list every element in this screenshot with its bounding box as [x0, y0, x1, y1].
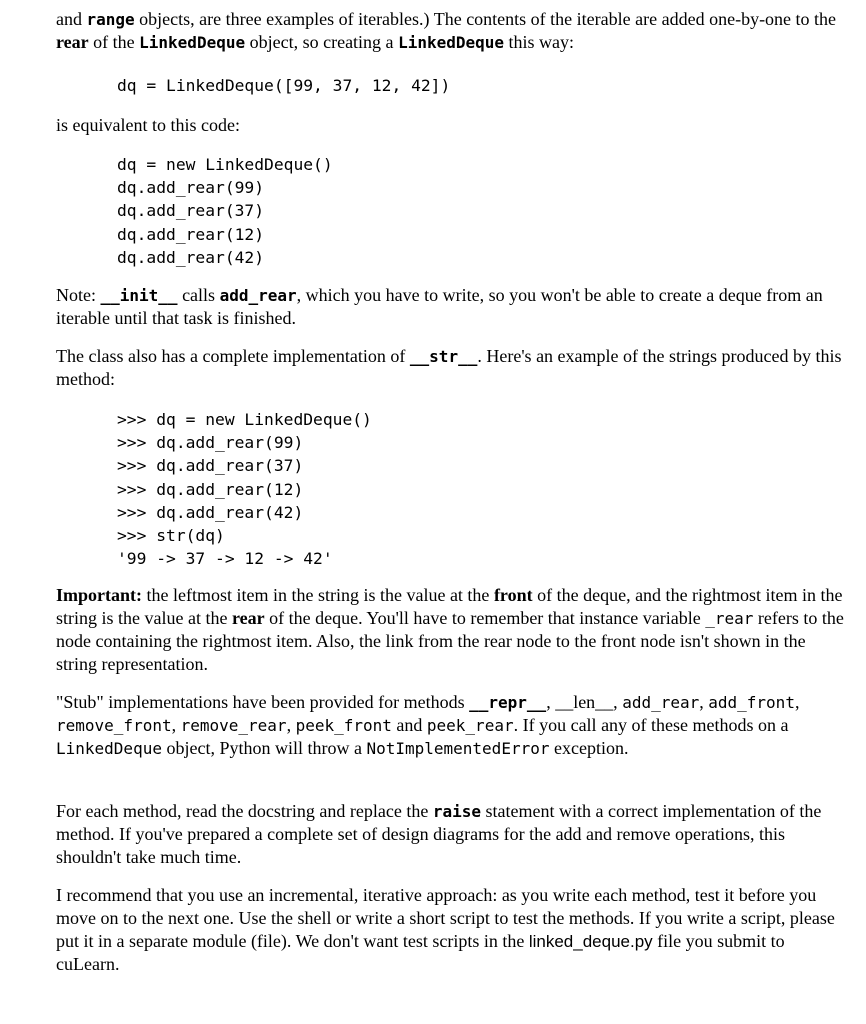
note-text-2: calls: [177, 285, 220, 305]
intro-text-2: objects, are three examples of iterables.) The contents of the iterable are added one-by-one to the: [134, 9, 837, 29]
intro-text-5: this way:: [504, 32, 575, 52]
recommend-text-2: file you submit to cuLearn.: [56, 931, 785, 974]
not-implemented-error-ref: NotImplementedError: [366, 739, 550, 758]
intro-paragraph: [56, 8, 846, 54]
code-line: >>> dq.add_rear(12): [117, 479, 304, 499]
linkeddeque-class-ref: LinkedDeque: [139, 33, 246, 52]
intro-text-1: and: [56, 9, 87, 29]
linkeddeque-class-ref-2: LinkedDeque: [398, 33, 505, 52]
linkeddeque-class-ref: LinkedDeque: [56, 739, 162, 758]
stub-text-5: exception.: [549, 738, 629, 758]
note-paragraph: [56, 284, 846, 330]
range-keyword: range: [86, 10, 135, 29]
stub-text-4: object, Python will throw a: [161, 738, 367, 758]
str-paragraph: [56, 345, 846, 391]
recommend-text-1: I recommend that you use an incremental, iterative approach: as you write each method, test it before you move on to the next one. Use the shell or write a short script to test the methods. If you write a script, please put it in a separate module (file). We don't want test scripts in the: [56, 885, 835, 951]
comma: ,: [794, 692, 800, 712]
code-line: >>> dq.add_rear(42): [117, 502, 304, 522]
linked-deque-file-ref: linked_deque.py: [528, 932, 653, 951]
raise-keyword: raise: [432, 802, 482, 821]
peek-rear-method-ref: peek_rear: [426, 716, 514, 735]
important-text-4: refers to the node containing the rightmost item. Also, the link from the rear node to the front node isn't shown in the string representation.: [56, 608, 844, 674]
peek-front-method-ref: peek_front: [295, 716, 392, 735]
comma: ,: [699, 692, 709, 712]
important-label: Important:: [56, 585, 142, 605]
rear-emphasis: rear: [56, 32, 89, 52]
code-constructor-example: dq = LinkedDeque([99, 37, 12, 42]): [117, 76, 451, 95]
recommend-paragraph: [56, 884, 846, 976]
code-line: dq.add_rear(12): [117, 224, 265, 244]
str-method-ref: __str__: [409, 347, 478, 366]
stub-paragraph: [56, 691, 846, 760]
init-method-ref: __init__: [100, 286, 178, 305]
and-text: and: [391, 715, 427, 735]
code-line: >>> dq = new LinkedDeque(): [117, 410, 372, 429]
stub-text-3: . If you call any of these methods on a: [513, 715, 789, 735]
stub-text-1: "Stub" implementations have been provided for methods: [56, 692, 470, 712]
intro-text-4: object, so creating a: [245, 32, 399, 52]
repr-method-ref: __repr__: [469, 693, 547, 712]
rear-variable-ref: _rear: [705, 609, 754, 628]
code-line: >>> dq.add_rear(37): [117, 456, 304, 476]
add-rear-method-ref: add_rear: [622, 693, 700, 712]
comma: ,: [286, 715, 296, 735]
comma: ,: [171, 715, 181, 735]
code-line: dq.add_rear(42): [117, 247, 265, 267]
docstring-text-2: statement with a correct implementation of the method. If you've prepared a complete set of design diagrams for the add and remove operations, this shouldn't take much time.: [56, 801, 822, 867]
note-text-1: Note:: [56, 285, 101, 305]
stub-text-2: , __len__,: [546, 692, 623, 712]
rear-emphasis: rear: [231, 608, 265, 628]
add-rear-method-ref: add_rear: [219, 286, 297, 305]
note-text-3: , which you have to write, so you won't be able to create a deque from an iterable until that task is finished.: [56, 285, 823, 328]
code-equivalent-block: [56, 153, 333, 269]
front-emphasis: front: [493, 585, 533, 605]
str-text-2: . Here's an example of the strings produced by this method:: [56, 346, 842, 389]
docstring-text-1: For each method, read the docstring and replace the: [56, 801, 433, 821]
important-text-3: of the deque. You'll have to remember that instance variable: [264, 608, 706, 628]
code-line: dq.add_rear(99): [117, 178, 265, 198]
remove-front-method-ref: remove_front: [56, 716, 172, 735]
important-text-2: of the deque, and the rightmost item in the string is the value at the: [56, 585, 843, 628]
code-line: dq = new LinkedDeque(): [117, 155, 333, 174]
code-line: >>> dq.add_rear(99): [117, 433, 304, 453]
str-text-1: The class also has a complete implementation of: [56, 346, 410, 366]
code-line: '99 -> 37 -> 12 -> 42': [117, 549, 333, 569]
docstring-paragraph: [56, 800, 846, 869]
code-line: dq.add_rear(37): [117, 201, 265, 221]
code-str-example-block: [56, 408, 372, 570]
add-front-method-ref: add_front: [708, 693, 795, 712]
remove-rear-method-ref: remove_rear: [180, 716, 287, 735]
code-line: >>> str(dq): [117, 526, 225, 546]
equivalent-text: is equivalent to this code:: [56, 115, 240, 135]
important-paragraph: [56, 584, 846, 676]
intro-text-3: of the: [88, 32, 140, 52]
important-text-1: the leftmost item in the string is the value at the: [142, 585, 494, 605]
